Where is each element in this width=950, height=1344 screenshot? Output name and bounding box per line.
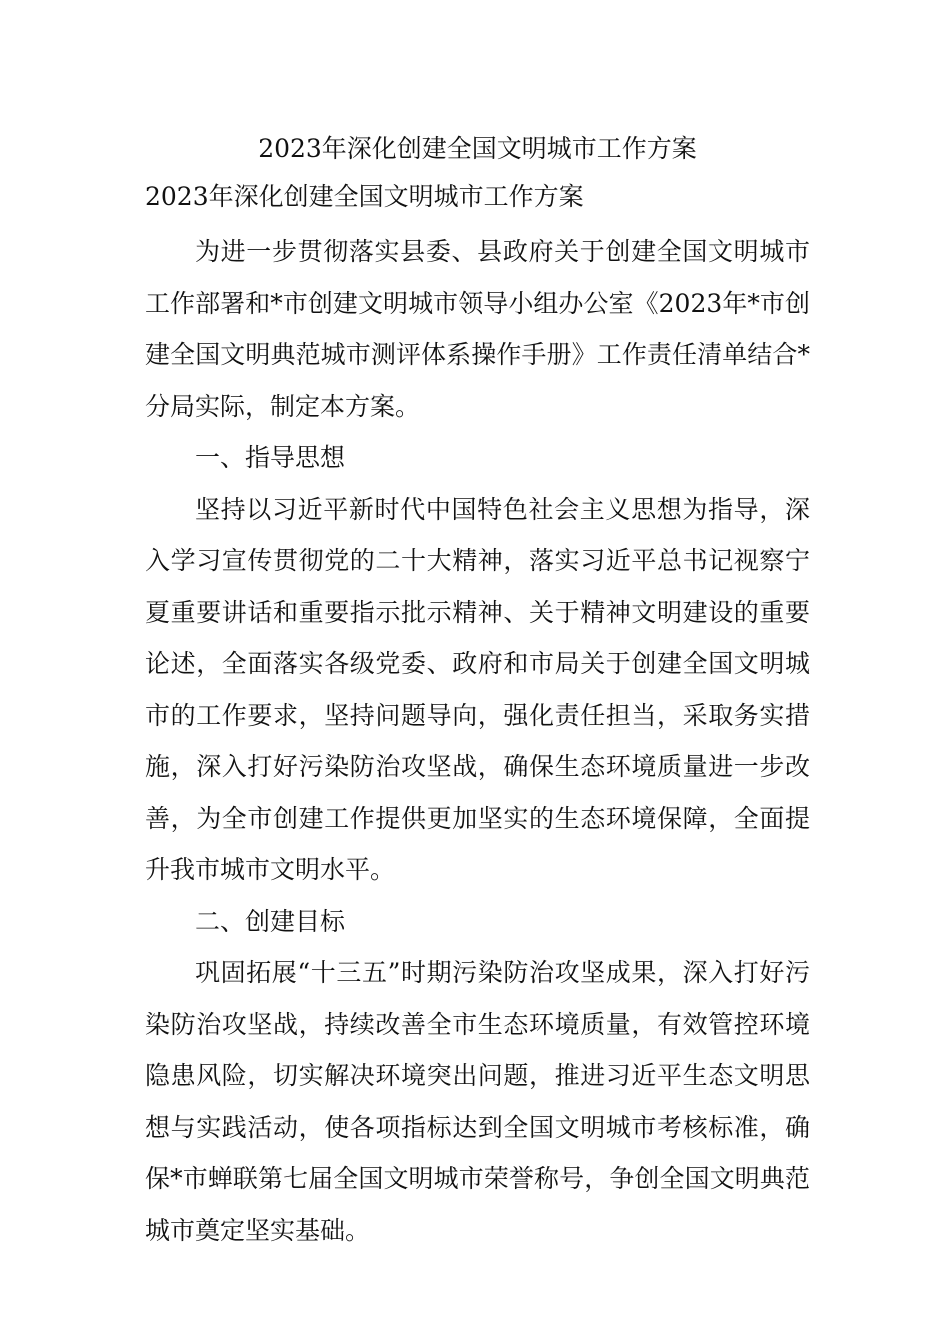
guiding-ideology-paragraph: 坚持以习近平新时代中国特色社会主义思想为指导，深入学习宣传贯彻党的二十大精神，落实习近平总书记视察宁夏重要讲话和重要指示批示精神、关于精神文明建设的重要论述，全面落实各级党委、政府和市局关于创建全国文明城市的工作要求，坚持问题导向，强化责任担当，采取务实措施，深入打好污染防治攻坚战，确保生态环境质量进一步改善，为全市创建工作提供更加坚实的生态环境保障，全面提升我市城市文明水平。: [145, 494, 810, 884]
section-heading-goals: 二、创建目标: [195, 906, 346, 936]
goals-paragraph: 巩固拓展“十三五”时期污染防治攻坚成果，深入打好污染防治攻坚战，持续改善全市生态环境质量，有效管控环境隐患风险，切实解决环境突出问题，推进习近平生态文明思想与实践活动，使各项指标达到全国文明城市考核标准，确保*市蝉联第七届全国文明城市荣誉称号，争创全国文明典范城市奠定坚实基础。: [145, 958, 810, 1245]
intro-paragraph: 为进一步贯彻落实县委、县政府关于创建全国文明城市工作部署和*市创建文明城市领导小组办公室《2023年*市创建全国文明典范城市测评体系操作手册》工作责任清单结合*分局实际，制定本方案。: [145, 237, 810, 421]
document-subtitle: 2023年深化创建全国文明城市工作方案: [145, 182, 584, 211]
section-heading-guiding-ideology: 一、指导思想: [195, 443, 346, 472]
document-title: 2023年深化创建全国文明城市工作方案: [258, 134, 697, 163]
document-body: [145, 128, 810, 1256]
